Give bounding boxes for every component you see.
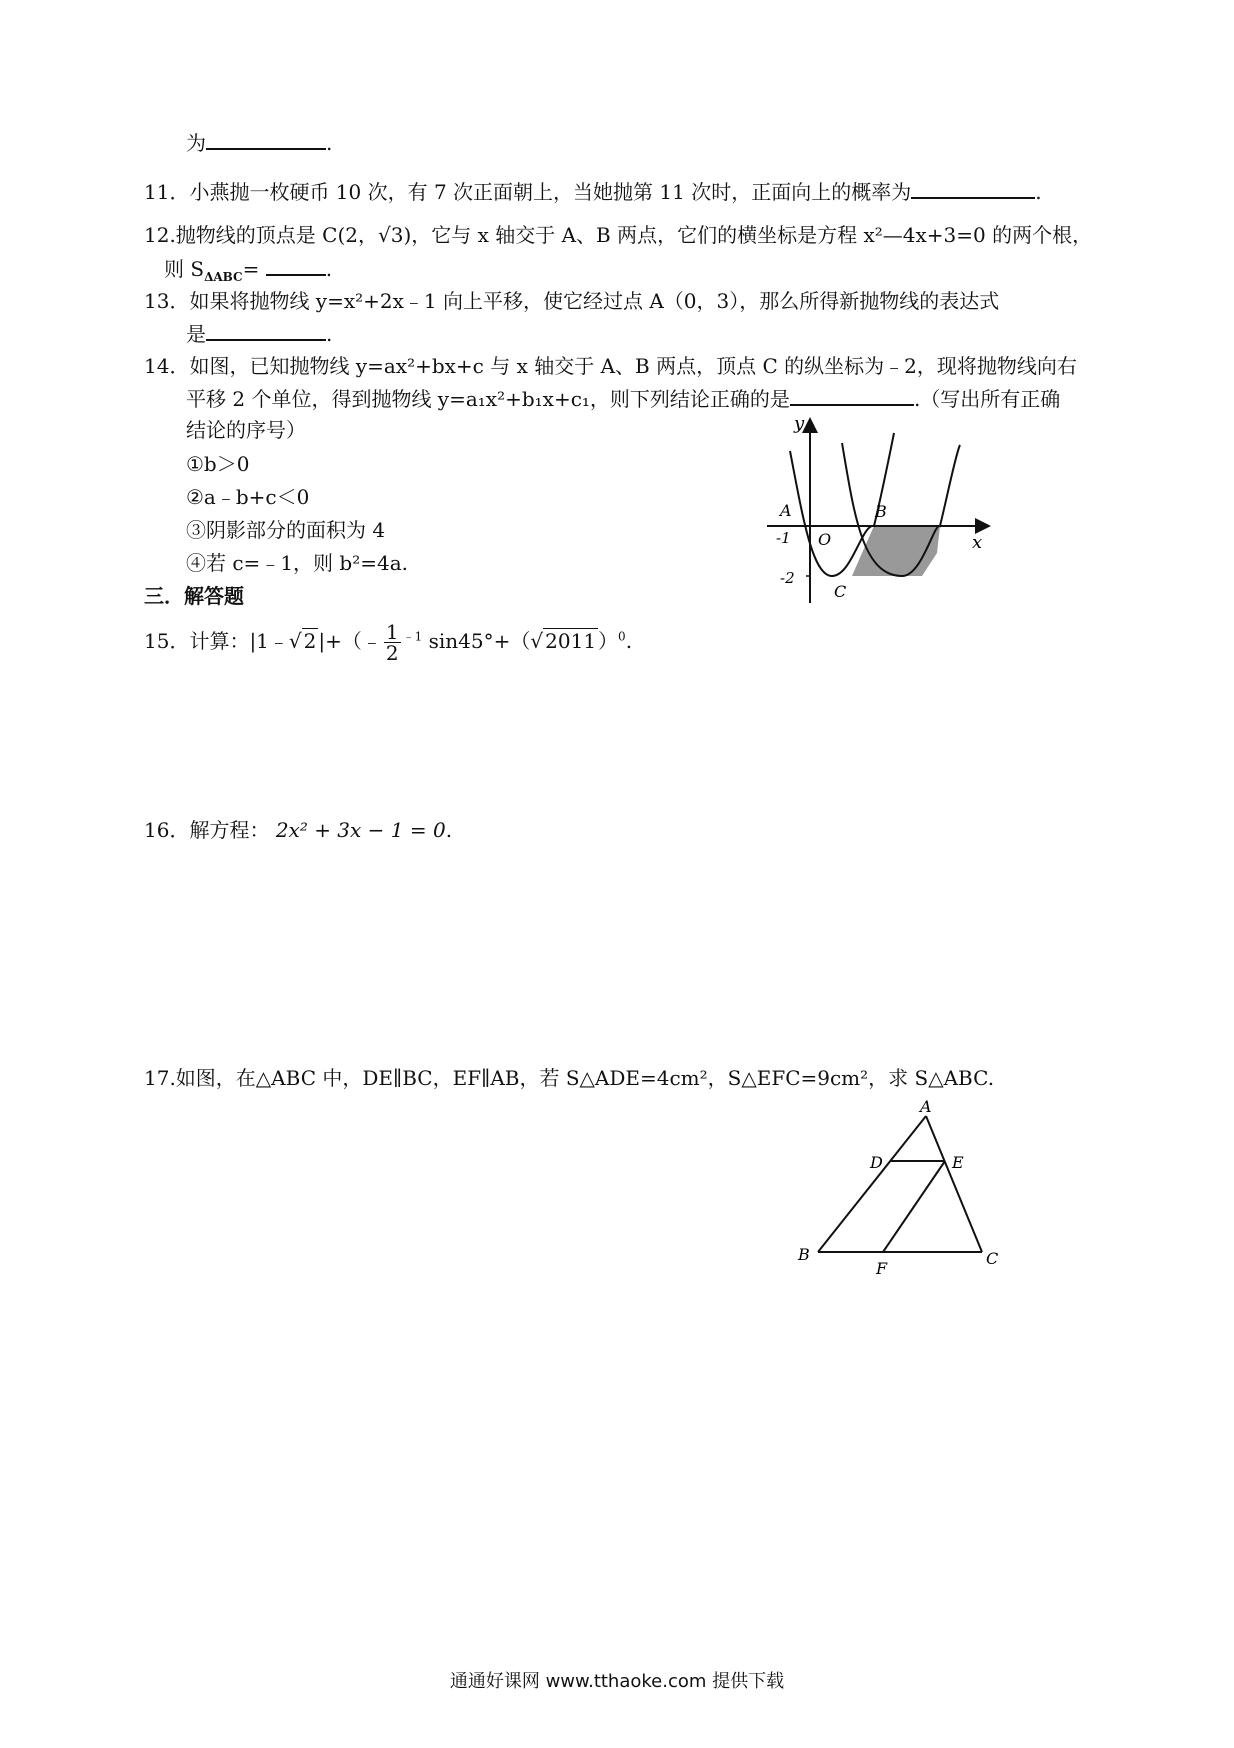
label-D: D	[870, 1153, 883, 1172]
q15-exp0: 0	[618, 629, 626, 644]
q13-text: 13．如果将抛物线 y=x²+2x﹣1 向上平移，使它经过点 A（0，3），那么所得新抛物线的表达式	[144, 289, 1000, 313]
q10-suffix: .	[326, 131, 333, 155]
q14-option-4: ④若 c=﹣1，则 b²=4a.	[186, 551, 408, 575]
label-neg2: -2	[780, 569, 795, 587]
q15	[144, 620, 632, 663]
section3-heading: 三．解答题	[144, 584, 244, 608]
q14-text-3: 结论的序号）	[186, 418, 306, 442]
label-C: C	[834, 582, 847, 601]
q14-line2	[186, 384, 1060, 413]
q14-answer-blank[interactable]	[790, 384, 914, 406]
q14-parabola-figure	[762, 413, 992, 608]
q13-line2	[186, 319, 332, 348]
q14-option-2: ②a﹣b+c＜0	[186, 485, 310, 509]
q13-answer-blank[interactable]	[206, 319, 326, 341]
segment-EF	[883, 1161, 945, 1252]
q12-line1	[144, 221, 1092, 249]
q12-area-label: 则 S	[164, 257, 205, 281]
q13-suffix: .	[326, 322, 333, 346]
label-B: B	[875, 502, 887, 521]
label-neg1: -1	[776, 529, 791, 547]
q11-answer-blank[interactable]	[911, 177, 1035, 199]
q12-answer-blank[interactable]	[266, 254, 326, 276]
label-E: E	[952, 1153, 964, 1172]
q10-tail	[186, 128, 332, 157]
q15-mid1: |+（﹣	[318, 629, 382, 653]
label-B: B	[798, 1245, 810, 1264]
q15-frac-num: 1	[385, 620, 399, 644]
q14-suffix: .（写出所有正确	[913, 387, 1061, 411]
q12-suffix: .	[325, 257, 333, 281]
q15-fraction	[384, 622, 401, 663]
q13-prefix: 是	[186, 322, 206, 346]
q16-equation: 2x² + 3x − 1 = 0	[275, 818, 446, 842]
q12-area-sub: ΔABC	[204, 270, 243, 284]
q10-answer-blank[interactable]	[206, 128, 326, 150]
q12-line2	[164, 254, 332, 283]
label-O: O	[818, 530, 832, 549]
q11	[144, 177, 1042, 206]
label-A: A	[780, 501, 792, 520]
label-A: A	[920, 1097, 932, 1116]
q14-text-2: 平移 2 个单位，得到抛物线 y=a₁x²+b₁x+c₁，则下列结论正确的是	[186, 387, 790, 411]
q15-frac-den: 2	[385, 641, 399, 665]
q15-sqrt2011: 2011	[545, 629, 597, 653]
q14-line1	[144, 352, 1077, 380]
label-F: F	[876, 1259, 888, 1278]
q14-text: 14．如图，已知抛物线 y=ax²+bx+c 与 x 轴交于 A、B 两点，顶点 C 的纵坐标为﹣2，现将抛物线向右	[144, 354, 1077, 378]
q16-prefix: 16．解方程：	[144, 818, 270, 842]
q15-prefix: 15．计算：|1﹣	[144, 629, 289, 653]
q11-suffix: .	[1035, 180, 1042, 204]
side-AC	[926, 1116, 982, 1252]
q15-close: ）	[598, 629, 619, 653]
q15-sqrt2: 2	[303, 629, 317, 653]
label-y: y	[794, 413, 805, 434]
label-x: x	[972, 532, 983, 553]
q14-option-3: ③阴影部分的面积为 4	[186, 518, 386, 542]
q14-option-1: ①b＞0	[186, 452, 250, 476]
label-C: C	[986, 1249, 999, 1268]
q17-triangle-figure	[790, 1097, 999, 1284]
q17: 17.如图，在△ABC 中，DE∥BC，EF∥AB，若 S△ADE=4cm²，S△EFC=9cm²，求 S△ABC.	[144, 1066, 995, 1090]
side-AB	[818, 1116, 926, 1252]
q13-line1	[144, 287, 999, 315]
q16	[144, 816, 452, 844]
q16-end: .	[445, 818, 453, 842]
q15-mid2: sin45°+（	[422, 629, 531, 653]
footer: 通通好课网 www.tthaoke.com 提供下载	[449, 1671, 785, 1692]
q12-equals: =	[242, 257, 260, 281]
q10-prefix: 为	[186, 131, 206, 155]
q15-end: .	[625, 629, 633, 653]
sqrt-sign: √	[288, 629, 302, 653]
q15-exp: ﹣1	[402, 629, 423, 644]
q14-line3	[186, 416, 306, 444]
sqrt-sign-2: √	[530, 629, 544, 653]
q11-text: 11．小燕抛一枚硬币 10 次，有 7 次正面朝上，当她抛第 11 次时，正面向上的概率为	[144, 180, 912, 204]
q12-text: 12.抛物线的顶点是 C(2，√3)，它与 x 轴交于 A、B 两点，它们的横坐标是方程 x²—4x+3=0 的两个根，	[144, 223, 1093, 247]
